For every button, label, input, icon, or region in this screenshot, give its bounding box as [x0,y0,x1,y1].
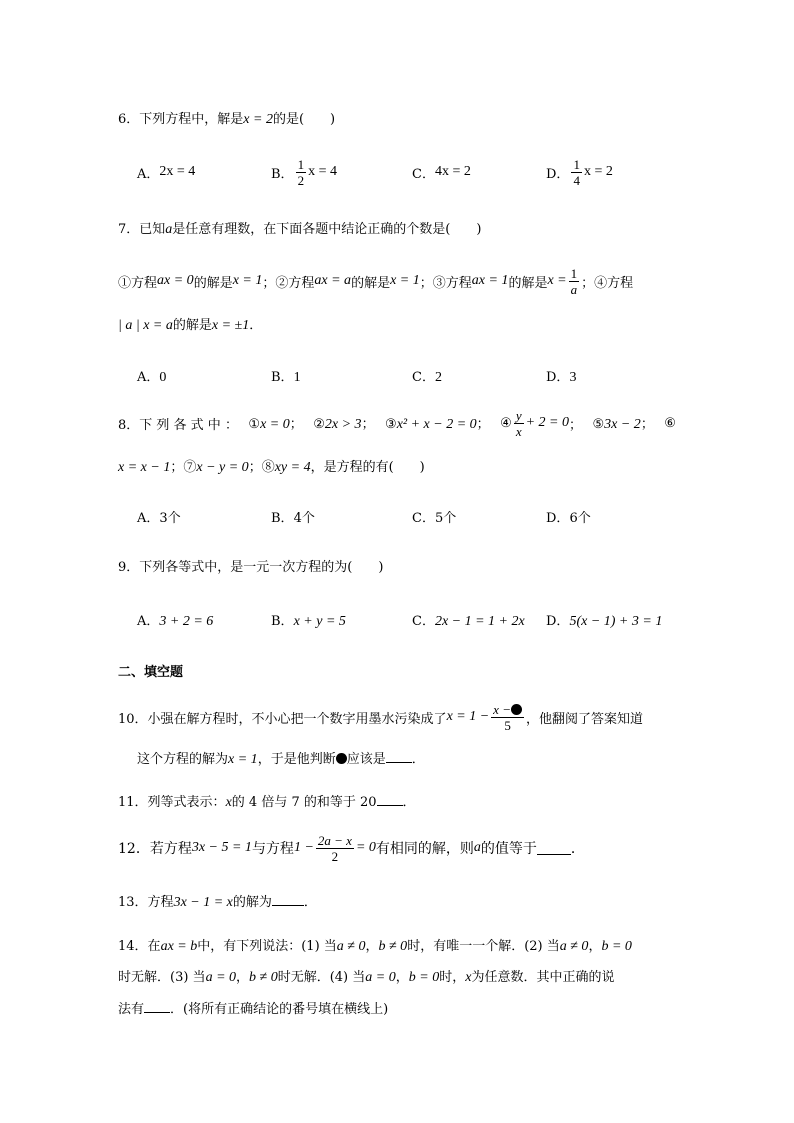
fraction: $\frac{2a - x}{2}$ [317,832,352,864]
option-6c[interactable]: C． 4x = 2 [412,164,471,182]
question-12: 12． 若方程 3x − 5 = 1 与方程 1 − $\frac{2a - x}{2}$ = 0 有相同的解，则 a 的值等于 ． [118,832,585,864]
option-8d[interactable]: D．6个 [546,511,591,526]
option-7d[interactable]: D．3 [546,370,577,385]
question-14-line2: 时无解．(3) 当a = 0，b ≠ 0时无解．(4) 当a = 0，b = 0时，x为任意数．其中正确的说 [118,970,615,985]
question-13: 13．方程3x − 1 = x的解为 ． [118,895,317,910]
answer-blank[interactable] [377,793,403,806]
question-14-line3: 法有 ．(将所有正确结论的番号填在横线上) [118,1002,389,1017]
answer-blank[interactable] [272,893,304,906]
option-8c[interactable]: C．5个 [412,511,457,526]
question-10-line2: 这个方程的解为x = 1，于是他判断 应该是 ． [137,752,425,767]
ink-blot-icon [336,753,347,764]
answer-blank[interactable] [537,842,571,855]
question-6-stem: 6．下列方程中，解是x = 2的是( ) [118,112,336,127]
question-14-line1: 14．在ax = b中，有下列说法：(1) 当a ≠ 0，b ≠ 0时，有唯一一个解．(2) 当a ≠ 0，b = 0 [118,939,632,954]
option-9b[interactable]: B．x + y = 5 [271,614,346,629]
option-6a[interactable]: A． 2x = 4 [137,164,196,182]
question-7-statements-line2: | a | x = a的解是x = ±1． [118,318,263,333]
fraction: $\frac{1}{a}$ [570,265,578,297]
section-heading: 二、填空题 [118,665,184,680]
option-6b[interactable]: B． $\frac{1}{2}$ x = 4 [271,156,337,188]
fraction: $\frac{x -}{5}$ [491,703,524,732]
question-8-stem-line1: 8．下 列 各 式 中 ： ①x = 0； ②2x > 3； ③x² + x − 2 = 0； ④ $\frac{y}{x}$ + 2 = 0 ； ⑤3x − 2； ⑥ [118,407,676,439]
option-8a[interactable]: A．3个 [137,511,181,526]
question-9-stem: 9．下列各等式中，是一元一次方程的为( ) [118,560,384,575]
option-7b[interactable]: B．1 [271,370,301,385]
option-7a[interactable]: A．0 [137,370,167,385]
question-8-stem-line2: x = x − 1；⑦x − y = 0；⑧xy = 4，是方程的有( ) [118,460,425,475]
fraction: $\frac{y}{x}$ [515,407,522,439]
question-7-stem: 7．已知a是任意有理数，在下面各题中结论正确的个数是( ) [118,222,482,237]
answer-blank[interactable] [144,1000,170,1013]
fraction: $\frac{1}{4}$ [573,156,580,188]
option-9d[interactable]: D．5(x − 1) + 3 = 1 [546,614,663,629]
option-9c[interactable]: C．2x − 1 = 1 + 2x [412,614,525,629]
question-7-statements-line1: ①方程 ax = 0 的解是 x = 1 ；②方程 ax = a 的解是 x = 1 ；③方程 ax = 1 的解是 x = $\frac{1}{a}$ ；④方程 [118,265,634,297]
option-8b[interactable]: B．4个 [271,511,315,526]
question-10-line1: 10． 小强在解方程时，不小心把一个数字用墨水污染成了 x = 1 − $\frac{x -}{5}$ ，他翻阅了答案知道 [118,701,643,733]
ink-blot-icon [511,704,522,715]
answer-blank[interactable] [386,750,412,763]
question-11: 11．列等式表示：x的 4 倍与 7 的和等于 20 ． [118,795,416,810]
fraction: $\frac{1}{2}$ [297,156,305,188]
option-6d[interactable]: D． $\frac{1}{4}$ x = 2 [546,156,613,188]
option-9a[interactable]: A．3 + 2 = 6 [137,614,214,629]
option-7c[interactable]: C．2 [412,370,442,385]
